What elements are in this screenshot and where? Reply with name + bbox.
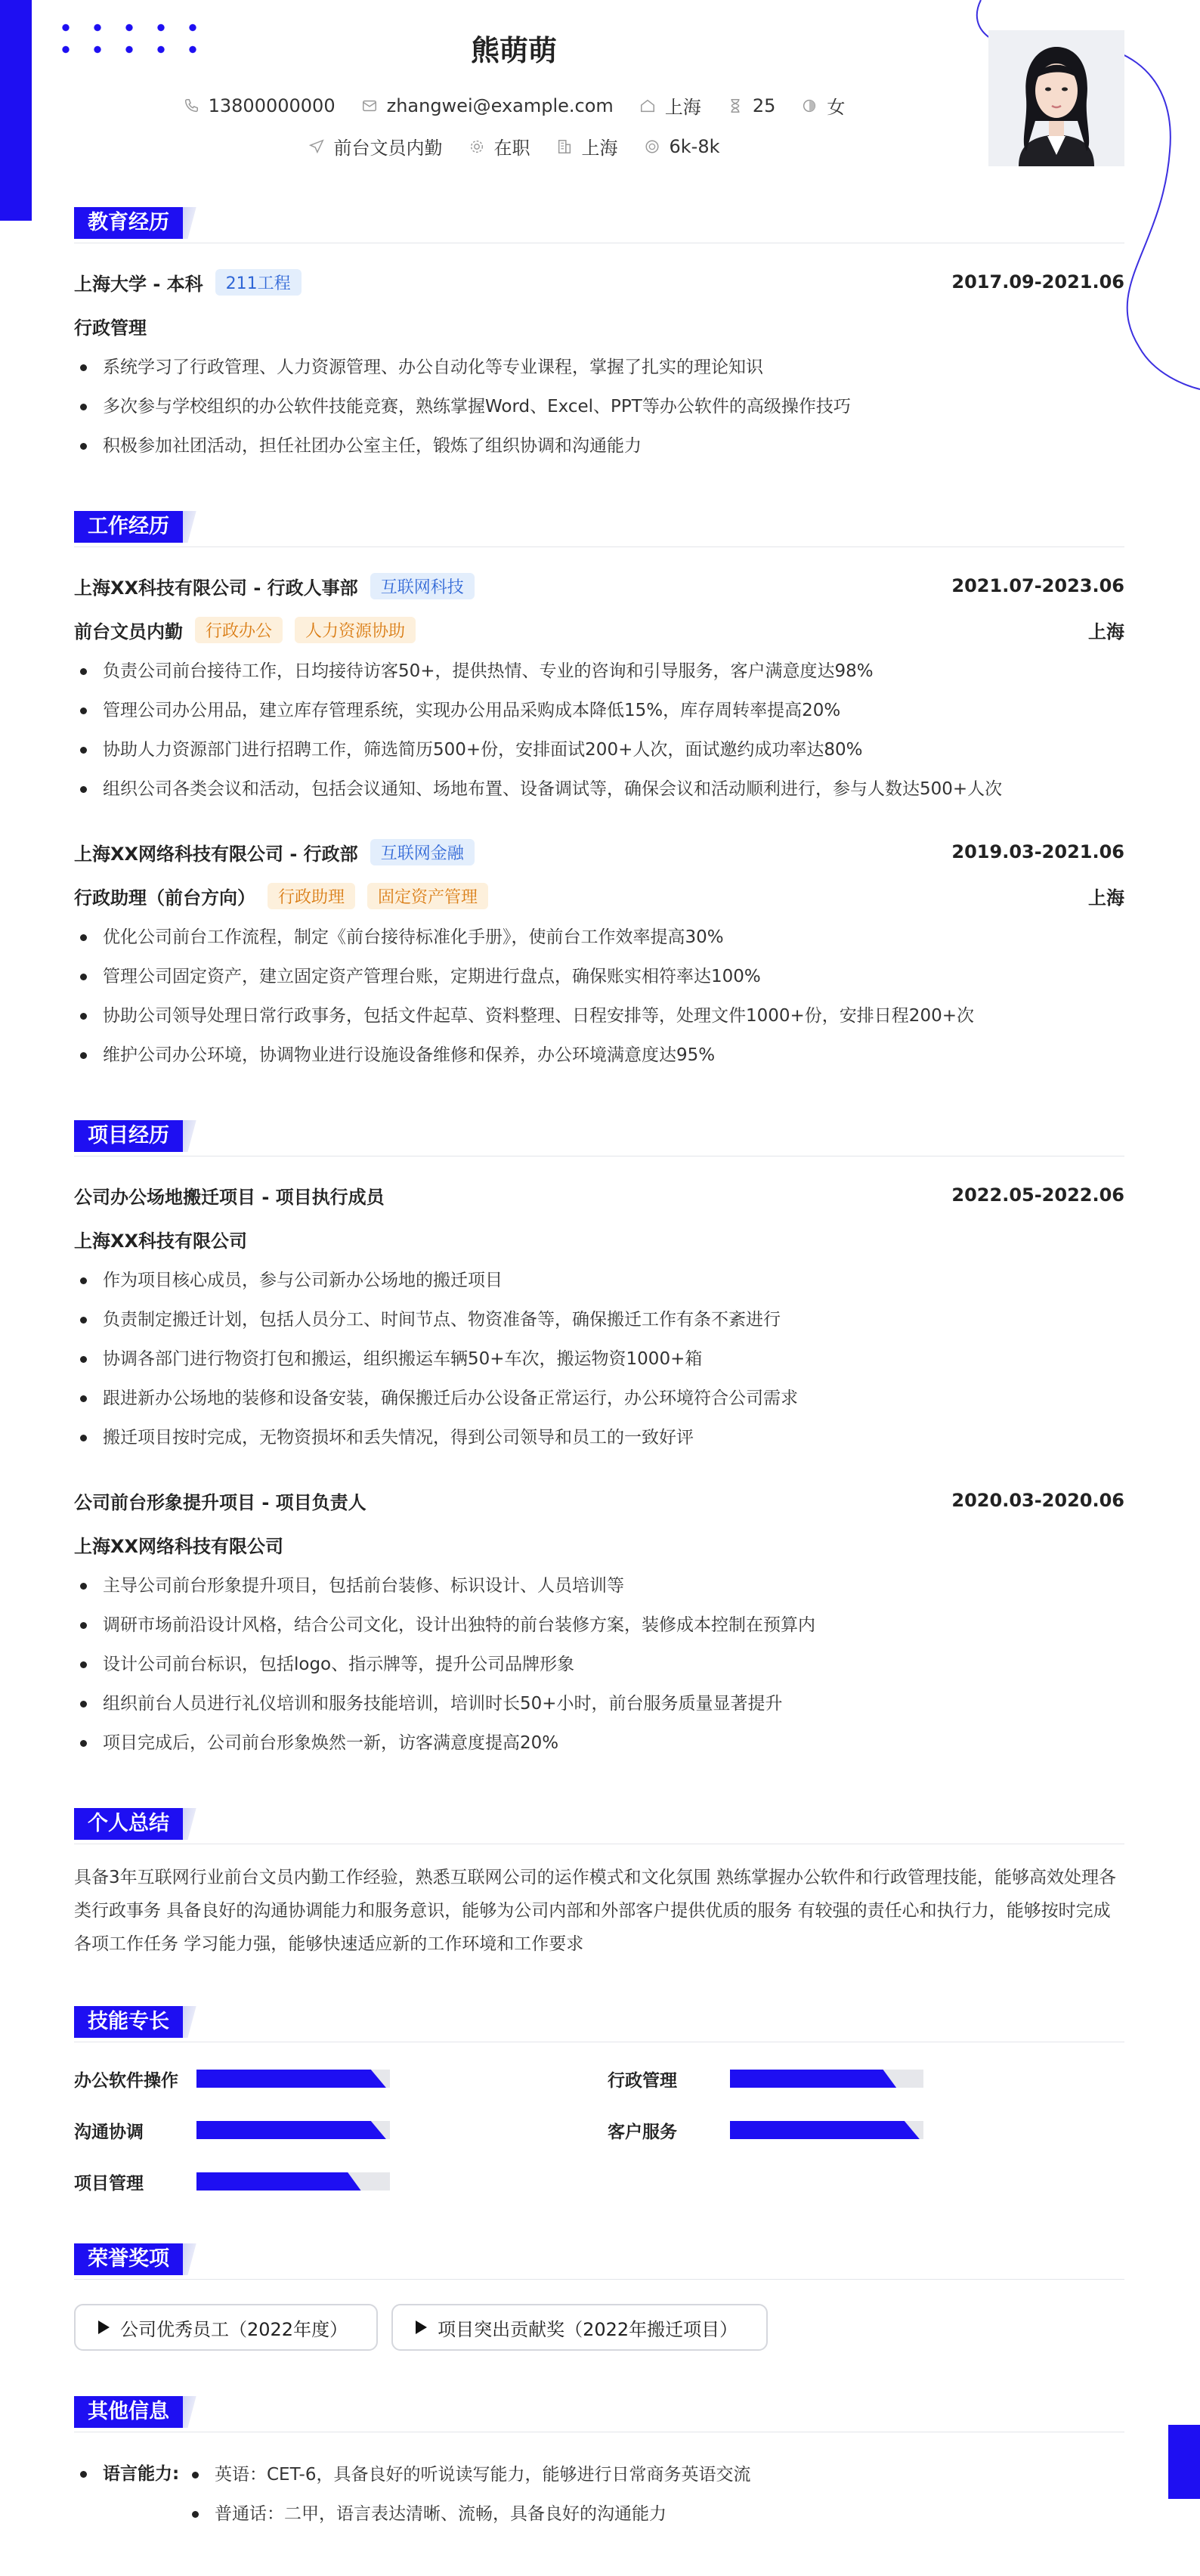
- project-company: 上海XX网络科技有限公司: [74, 1535, 284, 1557]
- entry-subheader: [74, 1522, 1124, 1566]
- company-name: 上海XX科技有限公司 - 行政人事部: [74, 577, 358, 599]
- resume-content: [74, 204, 1124, 2576]
- age-text: 25: [752, 94, 776, 116]
- skill-item: [74, 2062, 608, 2095]
- section-title: 其他信息: [74, 2396, 183, 2428]
- section-header: [74, 508, 1124, 547]
- entry-date: 2020.03-2020.06: [951, 1490, 1124, 1511]
- entry-title-group: [74, 269, 302, 296]
- industry-tag: 互联网科技: [370, 573, 475, 599]
- candidate-name: 熊萌萌: [470, 34, 557, 67]
- entry-header: [74, 1478, 1124, 1522]
- section-title: 项目经历: [74, 1120, 183, 1152]
- section-header: [74, 1117, 1124, 1156]
- entry-subheader: [74, 1217, 1124, 1261]
- building-icon: [556, 138, 573, 155]
- mail-icon: [361, 98, 378, 114]
- school-name: 上海大学 - 本科: [74, 273, 203, 295]
- project-name: 公司前台形象提升项目 - 项目负责人: [74, 1491, 366, 1513]
- list-item: 积极参加社团活动，担任社团办公室主任，锻炼了组织协调和沟通能力: [74, 426, 1124, 466]
- role-tag: 行政助理: [268, 883, 355, 909]
- award-text: 公司优秀员工（2022年度）: [120, 2318, 348, 2340]
- industry-tag: 互联网金融: [370, 839, 475, 865]
- entry-subtitle-group: [74, 617, 416, 643]
- section-title: 工作经历: [74, 511, 183, 543]
- other-info: [74, 2449, 1124, 2534]
- skill-bar: [730, 2121, 923, 2139]
- project-entry: [74, 1173, 1124, 1457]
- skill-item: [74, 2165, 608, 2198]
- project-bullets: [74, 1261, 1124, 1457]
- company-name: 上海XX网络科技有限公司 - 行政部: [74, 843, 358, 865]
- skills-grid: [74, 2059, 1124, 2198]
- entry-subheader: [74, 304, 1124, 348]
- section-title: 荣誉奖项: [74, 2243, 183, 2275]
- skill-level-fill: [730, 2070, 896, 2088]
- work-bullets: [74, 918, 1124, 1075]
- summary-text: 具备3年互联网行业前台文员内勤工作经验，熟悉互联网公司的运作模式和文化氛围 熟练掌握办公软件和行政管理技能，能够高效处理各类行政事务 具备良好的沟通协调能力和服务意识，能够为公司内部和外部客户提供优质的服务 有较强的责任心和执行力，能够按时完成各项工作任务 学习能力强，能够快速适应新的工作环境和工作要求: [74, 1868, 1116, 1954]
- entry-subheader: [74, 608, 1124, 652]
- email-text: zhangwei@example.com: [386, 94, 614, 116]
- list-item: 普通话：二甲，语言表达清晰、流畅，具备良好的沟通能力: [186, 2494, 750, 2534]
- entry-date: 2017.09-2021.06: [951, 271, 1124, 293]
- email-info: [361, 95, 614, 116]
- section-header: [74, 204, 1124, 243]
- skill-name: 办公软件操作: [74, 2070, 178, 2091]
- entry-date: 2022.05-2022.06: [951, 1184, 1124, 1206]
- entry-title-group: [74, 1488, 366, 1514]
- summary-section: [74, 1805, 1124, 1961]
- send-icon: [308, 138, 325, 155]
- entry-subheader: [74, 874, 1124, 918]
- skill-bar: [196, 2070, 390, 2088]
- entry-title-group: [74, 1182, 385, 1209]
- entry-header: [74, 564, 1124, 608]
- role-name: 行政助理（前台方向）: [74, 887, 255, 909]
- skill-name: 沟通协调: [74, 2122, 144, 2142]
- skill-item: [74, 2113, 608, 2147]
- section-title: 技能专长: [74, 2006, 183, 2038]
- work-bullets: [74, 652, 1124, 809]
- role-name: 前台文员内勤: [74, 621, 183, 642]
- skill-name: 客户服务: [608, 2122, 677, 2142]
- list-item: 跟进新办公场地的装修和设备安装，确保搬迁后办公设备正常运行，办公环境符合公司需求: [74, 1379, 1124, 1418]
- project-entry: [74, 1478, 1124, 1763]
- entry-title-group: [74, 839, 475, 865]
- job-info-row: [0, 133, 1028, 159]
- education-bullets: [74, 348, 1124, 466]
- entry-subtitle-group: [74, 883, 488, 909]
- decorative-right-bar: [1168, 2425, 1200, 2499]
- skill-level-fill: [730, 2121, 920, 2139]
- award-chip: [391, 2304, 768, 2351]
- gear-icon: [469, 138, 485, 155]
- skill-bar: [730, 2070, 923, 2088]
- entry-subtitle-group: [74, 1531, 283, 1558]
- work-entry: [74, 830, 1124, 1075]
- phone-text: 13800000000: [208, 94, 336, 116]
- skill-level-fill: [196, 2172, 361, 2191]
- skill-name: 行政管理: [608, 2070, 677, 2091]
- list-item: 管理公司办公用品，建立库存管理系统，实现办公用品采购成本降低15%，库存周转率提高20%: [74, 691, 1124, 730]
- list-item: 项目完成后，公司前台形象焕然一新，访客满意度提高20%: [74, 1723, 1124, 1763]
- gender-info: [801, 92, 845, 119]
- play-triangle-icon: [416, 2321, 427, 2334]
- target-city-info: [556, 133, 618, 159]
- award-text: 项目突出贡献奖（2022年搬迁项目）: [438, 2318, 738, 2340]
- skills-section: [74, 2003, 1124, 2198]
- list-item: 协调各部门进行物资打包和搬运，组织搬运车辆50+车次，搬运物资1000+箱: [74, 1339, 1124, 1379]
- entry-subtitle-group: [74, 1226, 247, 1252]
- city-info: [639, 92, 701, 119]
- entry-date: 2019.03-2021.06: [951, 841, 1124, 862]
- phone-icon: [183, 98, 199, 114]
- job-intent-info: [308, 133, 443, 159]
- list-item: 负责制定搬迁计划，包括人员分工、时间节点、物资准备等，确保搬迁工作有条不紊进行: [74, 1300, 1124, 1339]
- entry-date: 2021.07-2023.06: [951, 575, 1124, 596]
- entry-header: [74, 1173, 1124, 1217]
- phone-info: [183, 95, 336, 116]
- role-tag: 人力资源协助: [295, 617, 416, 643]
- project-bullets: [74, 1566, 1124, 1763]
- entry-title-group: [74, 573, 475, 599]
- skill-bar: [196, 2172, 390, 2191]
- entry-location: 上海: [1088, 887, 1124, 909]
- list-item: 组织公司各类会议和活动，包括会议通知、场地布置、设备调试等，确保会议和活动顺利进行，参与人数达500+人次: [74, 769, 1124, 809]
- section-title: 个人总结: [74, 1808, 183, 1840]
- role-tag: 行政办公: [195, 617, 283, 643]
- salary-info: [644, 136, 720, 157]
- skill-level-fill: [196, 2121, 386, 2139]
- list-item: 作为项目核心成员，参与公司新办公场地的搬迁项目: [74, 1261, 1124, 1300]
- skill-item: [608, 2113, 1124, 2147]
- language-list: [186, 2455, 750, 2534]
- coin-icon: [644, 138, 660, 155]
- section-header: [74, 2240, 1124, 2280]
- list-item: 维护公司办公环境，协调物业进行设施设备维修和保养，办公环境满意度达95%: [74, 1036, 1124, 1075]
- portrait-image: [988, 30, 1124, 166]
- list-item: 优化公司前台工作流程，制定《前台接待标准化手册》，使前台工作效率提高30%: [74, 918, 1124, 957]
- target-city-text: 上海: [581, 138, 618, 159]
- section-title: 教育经历: [74, 207, 183, 239]
- gender-text: 女: [827, 97, 846, 118]
- entry-location: 上海: [1088, 621, 1124, 642]
- section-header: [74, 1805, 1124, 1844]
- status-text: 在职: [493, 138, 530, 159]
- list-item: 组织前台人员进行礼仪培训和服务技能培训，培训时长50+小时，前台服务质量显著提升: [74, 1684, 1124, 1723]
- entry-header: [74, 260, 1124, 304]
- language-label: 语言能力:: [74, 2455, 186, 2534]
- list-item: 调研市场前沿设计风格，结合公司文化，设计出独特的前台装修方案，装修成本控制在预算内: [74, 1605, 1124, 1645]
- list-item: 负责公司前台接待工作，日均接待访客50+，提供热情、专业的咨询和引导服务，客户满意度达98%: [74, 652, 1124, 691]
- skill-item: [608, 2062, 1124, 2095]
- section-header: [74, 2393, 1124, 2432]
- awards-list: [74, 2296, 1124, 2351]
- list-item: 协助人力资源部门进行招聘工作，筛选简历500+份，安排面试200+人次，面试邀约成功率达80%: [74, 730, 1124, 769]
- salary-text: 6k-8k: [669, 135, 720, 157]
- gender-icon: [801, 98, 818, 114]
- list-item: 系统学习了行政管理、人力资源管理、办公自动化等专业课程，掌握了扎实的理论知识: [74, 348, 1124, 387]
- contact-info-row: [0, 92, 1028, 119]
- skill-level-fill: [196, 2070, 386, 2088]
- entry-subtitle-group: [74, 313, 147, 339]
- hourglass-icon: [727, 98, 744, 114]
- avatar: [988, 30, 1124, 166]
- work-entry: [74, 564, 1124, 809]
- skill-bar: [196, 2121, 390, 2139]
- city-text: 上海: [664, 97, 701, 118]
- list-item: 管理公司固定资产，建立固定资产管理台账，定期进行盘点，确保账实相符率达100%: [74, 957, 1124, 996]
- list-item: 主导公司前台形象提升项目，包括前台装修、标识设计、人员培训等: [74, 1566, 1124, 1605]
- education-section: [74, 204, 1124, 466]
- job-intent-text: 前台文员内勤: [333, 138, 443, 159]
- skill-name: 项目管理: [74, 2173, 144, 2194]
- section-header: [74, 2003, 1124, 2042]
- major-name: 行政管理: [74, 317, 147, 339]
- award-chip: [74, 2304, 378, 2351]
- other-section: [74, 2393, 1124, 2534]
- projects-section: [74, 1117, 1124, 1763]
- awards-section: [74, 2240, 1124, 2351]
- work-section: [74, 508, 1124, 1075]
- status-info: [469, 133, 530, 159]
- education-entry: [74, 260, 1124, 466]
- home-icon: [639, 98, 656, 114]
- project-company: 上海XX科技有限公司: [74, 1230, 248, 1252]
- list-item: 多次参与学校组织的办公软件技能竞赛，熟练掌握Word、Excel、PPT等办公软件的高级操作技巧: [74, 387, 1124, 426]
- age-info: [727, 95, 776, 116]
- play-triangle-icon: [98, 2321, 110, 2334]
- list-item: 英语：CET-6，具备良好的听说读写能力，能够进行日常商务英语交流: [186, 2455, 750, 2494]
- list-item: 协助公司领导处理日常行政事务，包括文件起草、资料整理、日程安排等，处理文件1000+份，安排日程200+次: [74, 996, 1124, 1036]
- school-tag: 211工程: [215, 269, 302, 296]
- role-tag: 固定资产管理: [367, 883, 488, 909]
- list-item: 设计公司前台标识，包括logo、指示牌等，提升公司品牌形象: [74, 1645, 1124, 1684]
- entry-header: [74, 830, 1124, 874]
- project-name: 公司办公场地搬迁项目 - 项目执行成员: [74, 1186, 385, 1208]
- list-item: 搬迁项目按时完成，无物资损坏和丢失情况，得到公司领导和员工的一致好评: [74, 1418, 1124, 1457]
